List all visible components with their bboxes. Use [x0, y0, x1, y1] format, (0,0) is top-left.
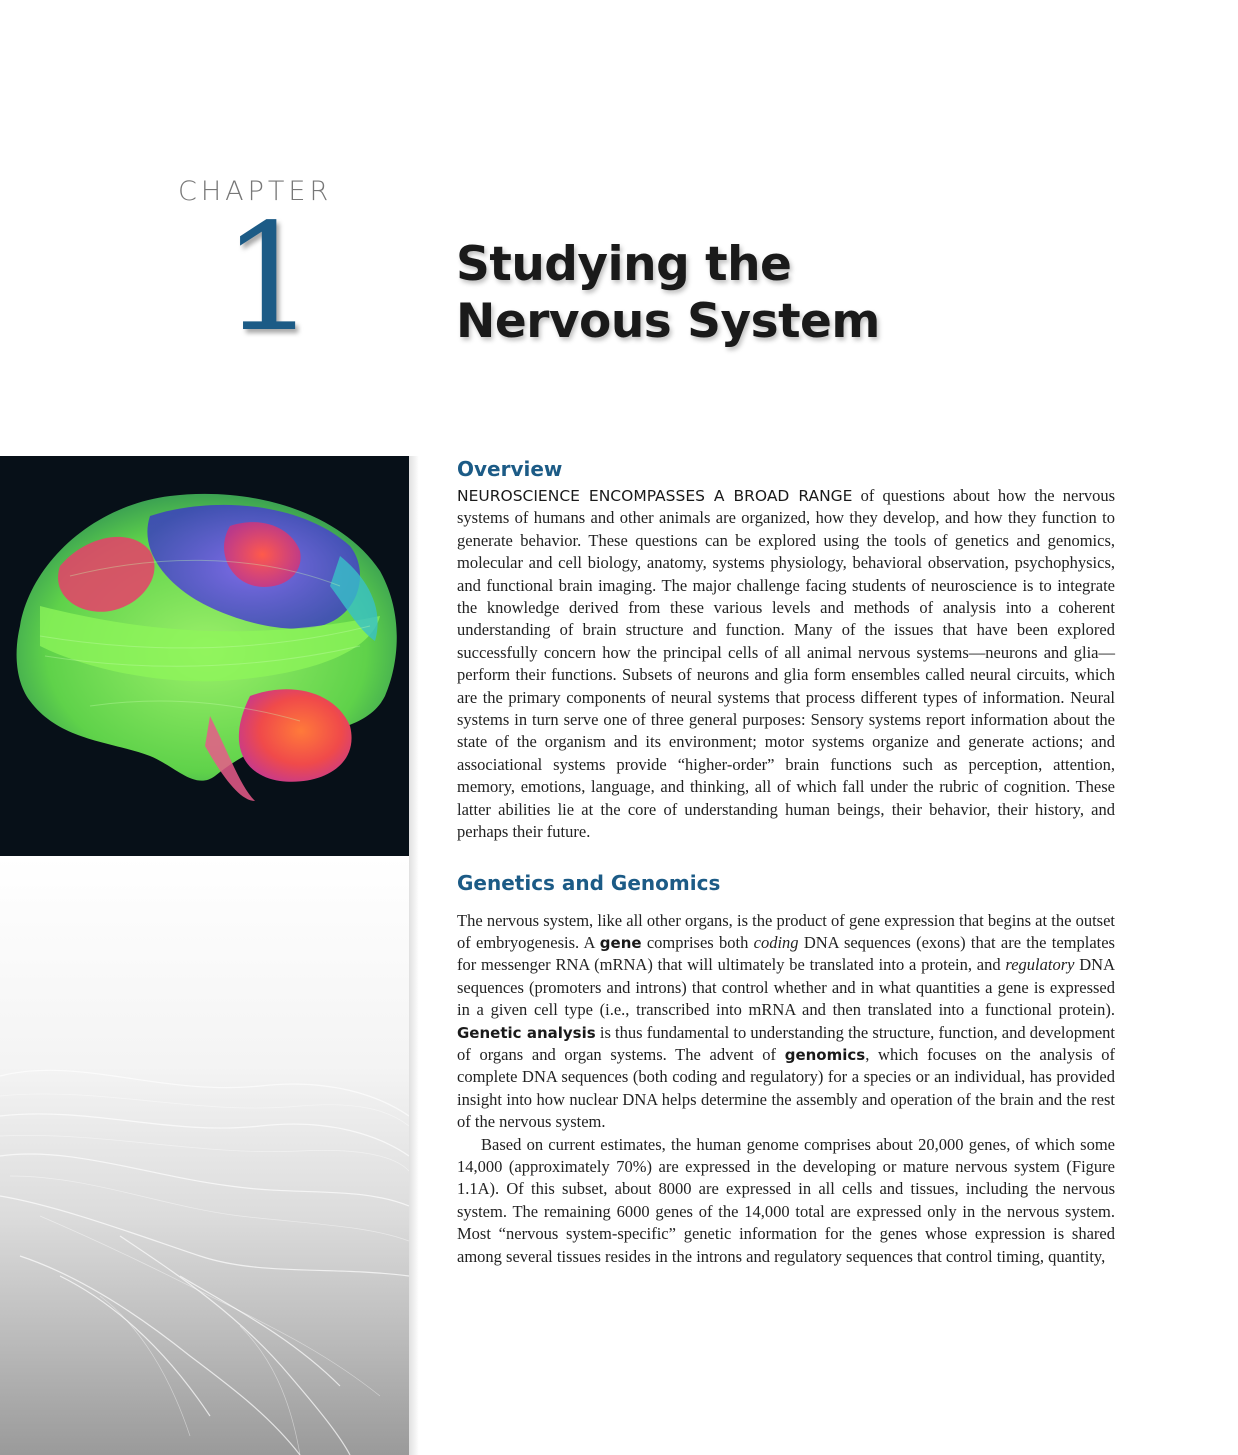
chapter-title: [456, 236, 880, 350]
overview-heading: Overview: [457, 457, 563, 481]
white-matter-photo-panel: [0, 856, 409, 1455]
emphasis-coding: coding: [753, 932, 799, 952]
genetics-heading: Genetics and Genomics: [457, 870, 721, 895]
term-genomics: genomics: [784, 1045, 866, 1064]
panel-shadow-divider: [409, 456, 419, 1455]
chapter-number: 1: [222, 192, 317, 364]
genetics-text: The nervous system, like all other organs, is the product of gene expression that begins at the outset of embryogenesis. A: [457, 910, 1115, 952]
genetics-text: DNA sequences (exons) that are the templates for messenger RNA (mRNA) that will ultimately be translated into a protein, and: [457, 932, 1115, 975]
overview-text: of questions about how the nervous systems of humans and other animals are organized, how they develop, and how they function to generate behavior. These questions can be explored using the tools of genetics and genomics, molecular and cell biology, anatomy, systems physiology, behavioral observation, psychophysics, and functional brain imaging. The major challenge facing students of neuroscience is to integrate the knowledge derived from these various levels and methods of analysis into a coherent understanding of brain structure and function. Many of the issues that have been explored successfully concern how the principal cells of all animal nervous systems—neurons and glia—perform their functions. Subsets of neurons and glia form ensembles called neural circuits, which are the primary components of neural systems that process different types of information. Neural systems in turn serve one of three general purposes: Sensory systems report information about the state of the organism and its environment; motor systems organize and generate actions; and associational systems provide “higher-order” brain functions such as perception, attention, memory, emotions, language, and thinking, all of which fall under the rubric of cognition. These latter abilities lie at the core of understanding human beings, their behavior, their history, and perhaps their future.: [457, 486, 1115, 842]
genetics-text: comprises both: [641, 932, 754, 952]
brain-tractography-illustration: [0, 456, 409, 856]
genetics-text: is thus fundamental to understanding the structure, function, and development of organs and organ systems. The advent of: [457, 1022, 1115, 1064]
genetics-text: , which focuses on the analysis of complete DNA sequences (both coding and regulatory) for a species or an individual, has provided insight into how nuclear DNA helps determine the assembly and operation of the brain and the rest of the nervous system.: [457, 1044, 1115, 1132]
term-genetic-analysis: Genetic analysis: [457, 1023, 596, 1042]
genetics-paragraph-2: Based on current estimates, the human genome comprises about 20,000 genes, of which some 14,000 (approximately 70%) are expressed in the developing or mature nervous system (Figure 1.1A). Of this subset, about 8000 are expressed in all cells and tissues, including the nervous system. The remaining 6000 genes of the 14,000 total are expressed only in the nervous system. Most “nervous system-specific” genetic information for the genes whose expression is shared among several tissues resides in the introns and regulatory sequences that control timing, quantity,: [457, 1134, 1115, 1266]
chapter-content: [457, 454, 1115, 1268]
term-gene: gene: [599, 933, 642, 952]
overview-paragraph: [457, 485, 1115, 844]
chapter-title-line-2: Nervous System: [456, 294, 880, 349]
genetics-text: DNA sequences (promoters and introns) that control whether and in what quantities a gene is expressed in a given cell type (i.e., transcribed into mRNA and then translated into a functional protein).: [457, 955, 1116, 1020]
brain-tractography-image: [0, 456, 409, 856]
chapter-label: CHAPTER: [178, 176, 333, 207]
genetics-paragraph-1: [457, 910, 1115, 1134]
chapter-title-line-1: Studying the: [456, 237, 792, 292]
emphasis-regulatory: regulatory: [1005, 955, 1075, 975]
overview-lead-in: NEUROSCIENCE ENCOMPASSES A BROAD RANGE: [457, 487, 853, 505]
white-matter-fibers-illustration: [0, 856, 409, 1455]
